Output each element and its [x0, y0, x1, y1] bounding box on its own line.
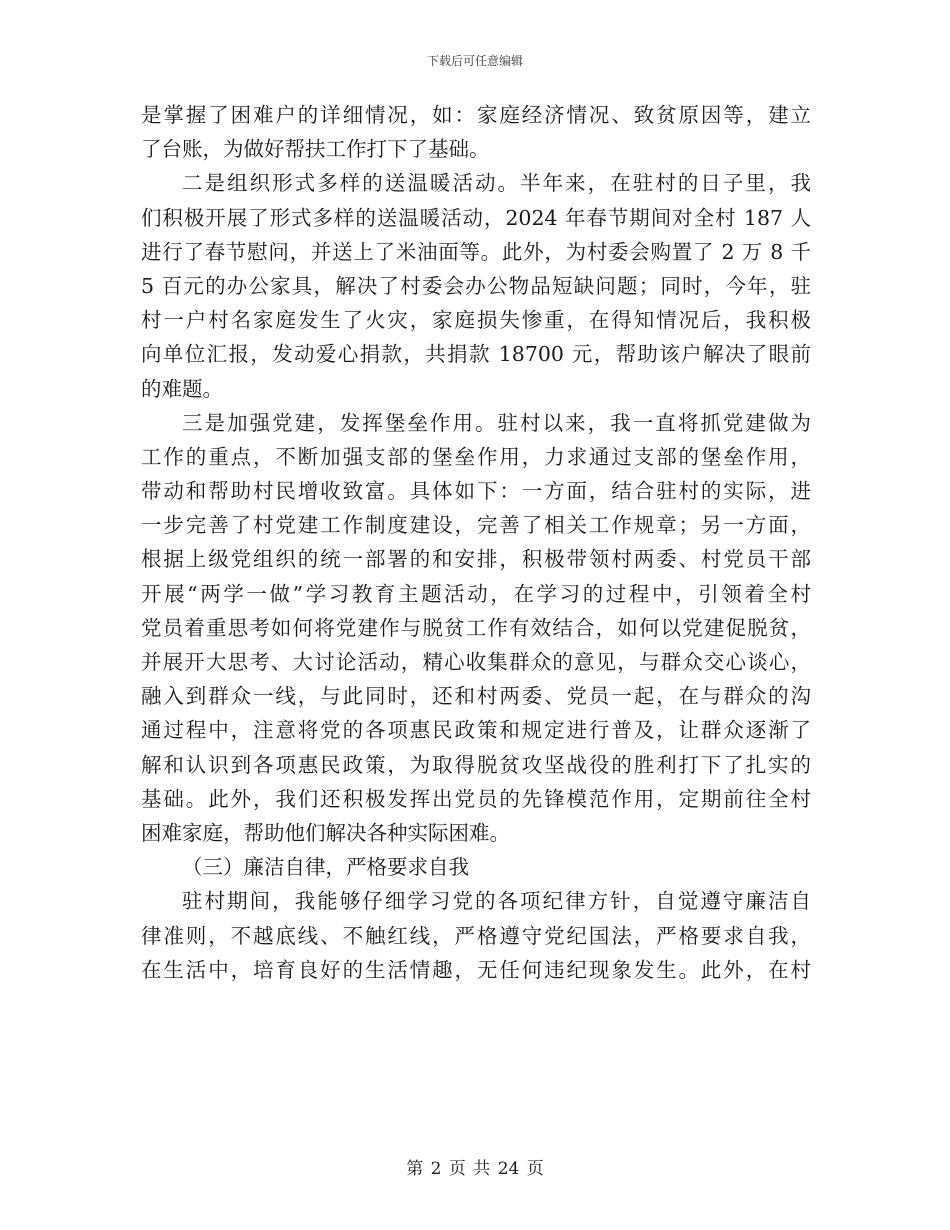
text-line: 根据上级党组织的统一部署的和安排，积极带领村两委、村党员干部: [141, 547, 811, 572]
text-line: 是掌握了困难户的详细情况，如：家庭经济情况、致贫原因等，建立: [141, 103, 811, 127]
text-line: 村一户村名家庭发生了火灾，家庭损失惨重，在得知情况后，我积极: [141, 308, 811, 333]
text-line: 们积极开展了形式多样的送温暖活动，2024 年春节期间对全村 187 人: [141, 205, 811, 230]
text-line: 困难家庭，帮助他们解决各种实际困难。: [141, 820, 510, 845]
text-line: 三是加强党建，发挥堡垒作用。驻村以来，我一直将抓党建做为: [182, 410, 811, 435]
text-line: 一步完善了村党建工作制度建设，完善了相关工作规章；另一方面，: [141, 513, 811, 538]
text-line: 律准则，不越底线、不触红线，严格遵守党纪国法，严格要求自我，: [141, 923, 811, 948]
text-line: 工作的重点，不断加强支部的堡垒作用，力求通过支部的堡垒作用，: [141, 444, 811, 469]
text-line: 向单位汇报，发动爱心捐款，共捐款 18700 元，帮助该户解决了眼前: [141, 342, 811, 367]
text-line: 二是组织形式多样的送温暖活动。半年来，在驻村的日子里，我: [182, 171, 811, 196]
text-line: 党员着重思考如何将党建作与脱贫工作有效结合，如何以党建促脱贫，: [141, 615, 811, 640]
text-line: 通过程中，注意将党的各项惠民政策和规定进行普及，让群众逐渐了: [141, 718, 811, 743]
text-line: 基础。此外，我们还积极发挥出党员的先锋模范作用，定期前往全村: [141, 786, 811, 811]
text-line: 融入到群众一线，与此同时，还和村两委、党员一起，在与群众的沟: [141, 684, 811, 709]
section-heading: （三）廉洁自律，严格要求自我: [182, 855, 469, 880]
page-header-note: 下载后可任意编辑: [426, 54, 523, 68]
text-line: 进行了春节慰问，并送上了米油面等。此外，为村委会购置了 2 万 8 千: [141, 239, 811, 264]
text-line: 了台账，为做好帮扶工作打下了基础。: [141, 137, 490, 162]
text-line: 在生活中，培育良好的生活情趣，无任何违纪现象发生。此外，在村: [141, 957, 811, 982]
text-line: 5 百元的办公家具，解决了村委会办公物品短缺问题；同时，今年，驻: [141, 273, 811, 298]
text-line: 的难题。: [141, 376, 223, 401]
text-line: 解和认识到各项惠民政策，为取得脱贫攻坚战役的胜利打下了扎实的: [141, 752, 811, 777]
page-number: 第 2 页 共 24 页: [406, 1159, 544, 1179]
text-line: 开展“两学一做”学习教育主题活动，在学习的过程中，引领着全村: [141, 581, 811, 606]
text-line: 并展开大思考、大讨论活动，精心收集群众的意见，与群众交心谈心，: [141, 650, 811, 674]
document-body: [141, 98, 811, 987]
text-line: 带动和帮助村民增收致富。具体如下：一方面，结合驻村的实际，进: [141, 479, 811, 504]
text-line: 驻村期间，我能够仔细学习党的各项纪律方针，自觉遵守廉洁自: [182, 889, 811, 914]
